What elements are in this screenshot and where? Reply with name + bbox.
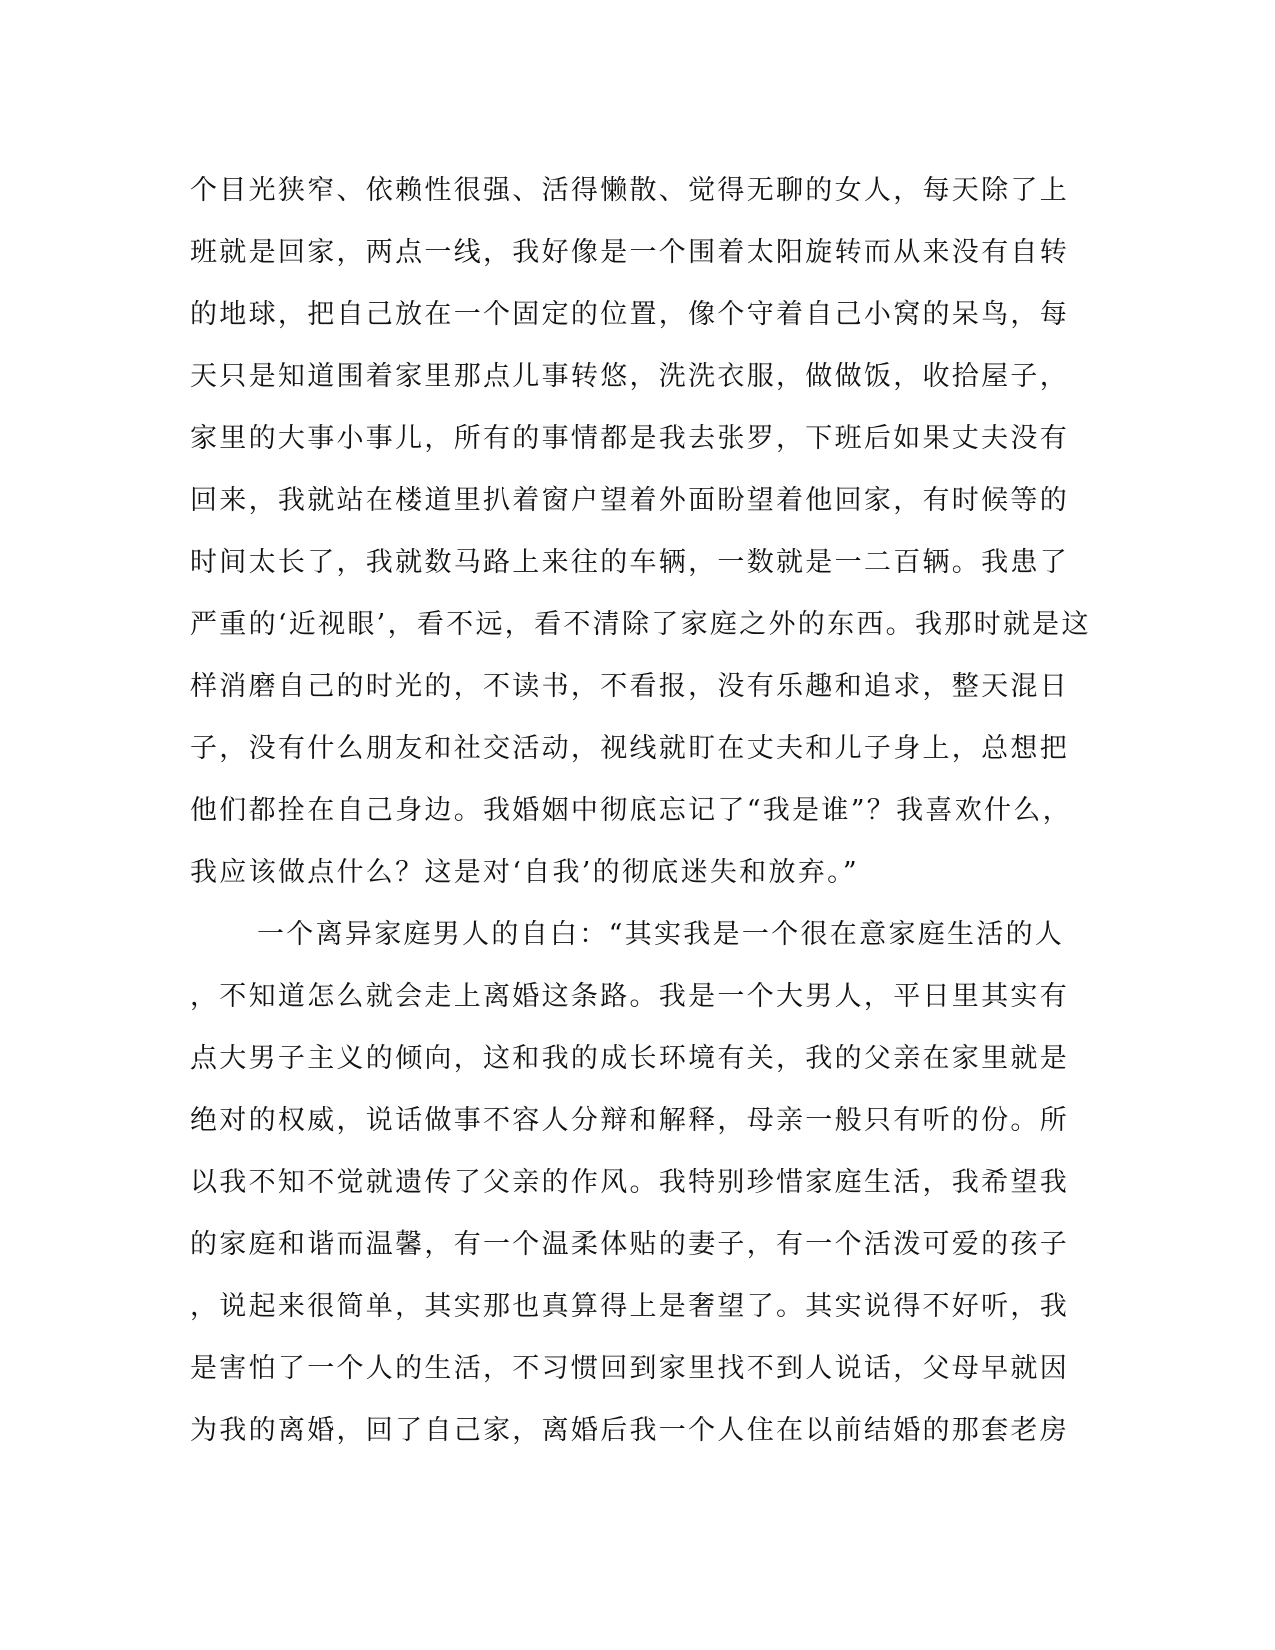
- text-line: 他们都拴在自己身边。我婚姻中彻底忘记了“我是谁”？我喜欢什么，: [190, 795, 1072, 826]
- text-line: 家里的大事小事儿，所有的事情都是我去张罗，下班后如果丈夫没有: [190, 423, 1069, 454]
- text-line: 回来，我就站在楼道里扒着窗户望着外面盼望着他回家，有时候等的: [190, 485, 1069, 516]
- text-line: 的地球，把自己放在一个固定的位置，像个守着自己小窝的呆鸟，每: [190, 299, 1069, 330]
- paragraph-start-line: 一个离异家庭男人的自白：“其实我是一个很在意家庭生活的人: [257, 919, 1065, 950]
- text-line: 班就是回家，两点一线，我好像是一个围着太阳旋转而从来没有自转: [190, 237, 1069, 268]
- text-line: 天只是知道围着家里那点儿事转悠，洗洗衣服，做做饭，收拾屋子，: [190, 361, 1069, 392]
- body-text: [190, 160, 1090, 1462]
- text-line: 点大男子主义的倾向，这和我的成长环境有关，我的父亲在家里就是: [190, 1043, 1069, 1074]
- text-line: 严重的‘近视眼’，看不远，看不清除了家庭之外的东西。我那时就是这: [190, 609, 1091, 640]
- text-line: 个目光狭窄、依赖性很强、活得懒散、觉得无聊的女人，每天除了上: [190, 175, 1069, 206]
- text-line: 为我的离婚，回了自己家，离婚后我一个人住在以前结婚的那套老房: [190, 1415, 1069, 1446]
- text-line: 时间太长了，我就数马路上来往的车辆，一数就是一二百辆。我患了: [190, 547, 1069, 578]
- text-line: 样消磨自己的时光的，不读书，不看报，没有乐趣和追求，整天混日: [190, 671, 1069, 702]
- text-line: 绝对的权威，说话做事不容人分辩和解释，母亲一般只有听的份。所: [190, 1105, 1069, 1136]
- text-line: 是害怕了一个人的生活，不习惯回到家里找不到人说话，父母早就因: [190, 1353, 1069, 1384]
- text-line: 以我不知不觉就遗传了父亲的作风。我特别珍惜家庭生活，我希望我: [190, 1167, 1069, 1198]
- text-line: 我应该做点什么？这是对‘自我’的彻底迷失和放弃。”: [190, 857, 859, 888]
- text-line: ，说起来很简单，其实那也真算得上是奢望了。其实说得不好听，我: [190, 1291, 1069, 1322]
- text-line: 子，没有什么朋友和社交活动，视线就盯在丈夫和儿子身上，总想把: [190, 733, 1069, 764]
- text-line: ，不知道怎么就会走上离婚这条路。我是一个大男人，平日里其实有: [190, 981, 1069, 1012]
- text-line: 的家庭和谐而温馨，有一个温柔体贴的妻子，有一个活泼可爱的孩子: [190, 1229, 1069, 1260]
